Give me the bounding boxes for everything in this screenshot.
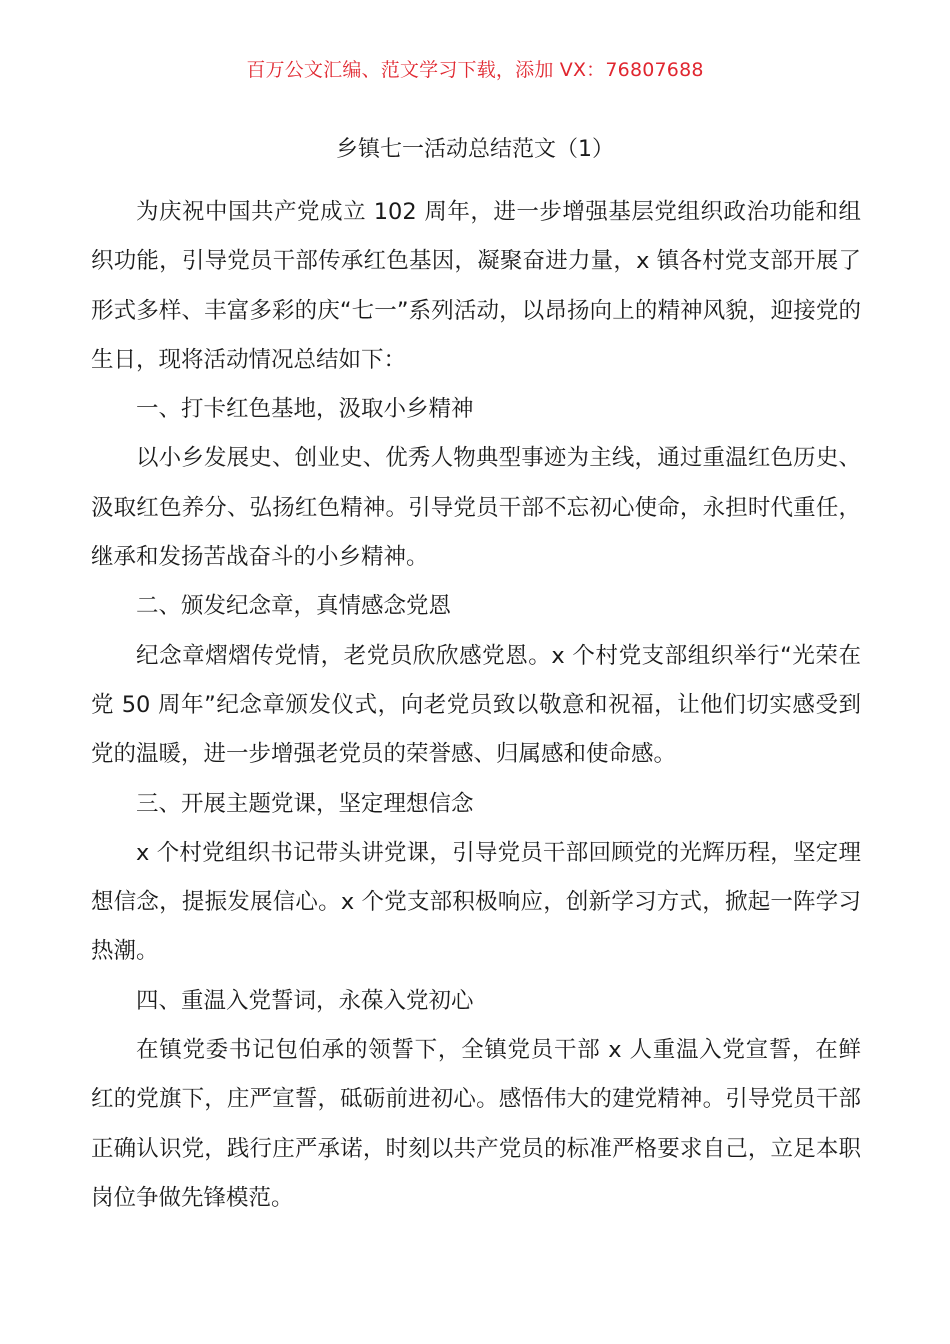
watermark-banner: 百万公文汇编、范文学习下载，添加 VX：76807688 (246, 59, 704, 81)
document-body (91, 188, 861, 1223)
section-heading-1: 一、打卡红色基地，汲取小乡精神 (136, 396, 474, 423)
section-paragraph-2: 纪念章熠熠传党情，老党员欣欣感党恩。x 个村党支部组织举行“光荣在党 50 周年”纪念章颁发仪式，向老党员致以敬意和祝福，让他们切实感受到党的温暖，进一步增强老党员的荣誉感、归属感和使命感。 (91, 642, 861, 768)
section-paragraph-1: 以小乡发展史、创业史、优秀人物典型事迹为主线，通过重温红色历史、汲取红色养分、弘扬红色精神。引导党员干部不忘初心使命，永担时代重任，继承和发扬苦战奋斗的小乡精神。 (91, 445, 861, 571)
section-heading-3: 三、开展主题党课，坚定理想信念 (136, 790, 474, 817)
intro-paragraph: 为庆祝中国共产党成立 102 周年，进一步增强基层党组织政治功能和组织功能，引导党员干部传承红色基因，凝聚奋进力量，x 镇各村党支部开展了形式多样、丰富多彩的庆“七一”系列活动，以昂扬向上的精神风貌，迎接党的生日，现将活动情况总结如下： (91, 199, 861, 373)
section-paragraph-3: x 个村党组织书记带头讲党课，引导党员干部回顾党的光辉历程，坚定理想信念，提振发展信心。x 个党支部积极响应，创新学习方式，掀起一阵学习热潮。 (91, 839, 861, 965)
section-paragraph-4: 在镇党委书记包伯承的领誓下，全镇党员干部 x 人重温入党宣誓，在鲜红的党旗下，庄严宣誓，砥砺前进初心。感悟伟大的建党精神。引导党员干部正确认识党，践行庄严承诺，时刻以共产党员的标准严格要求自己，立足本职岗位争做先锋模范。 (91, 1037, 861, 1211)
document-title: 乡镇七一活动总结范文（1） (336, 137, 614, 162)
section-heading-2: 二、颁发纪念章，真情感念党恩 (136, 593, 452, 620)
section-heading-4: 四、重温入党誓词，永葆入党初心 (136, 987, 474, 1014)
